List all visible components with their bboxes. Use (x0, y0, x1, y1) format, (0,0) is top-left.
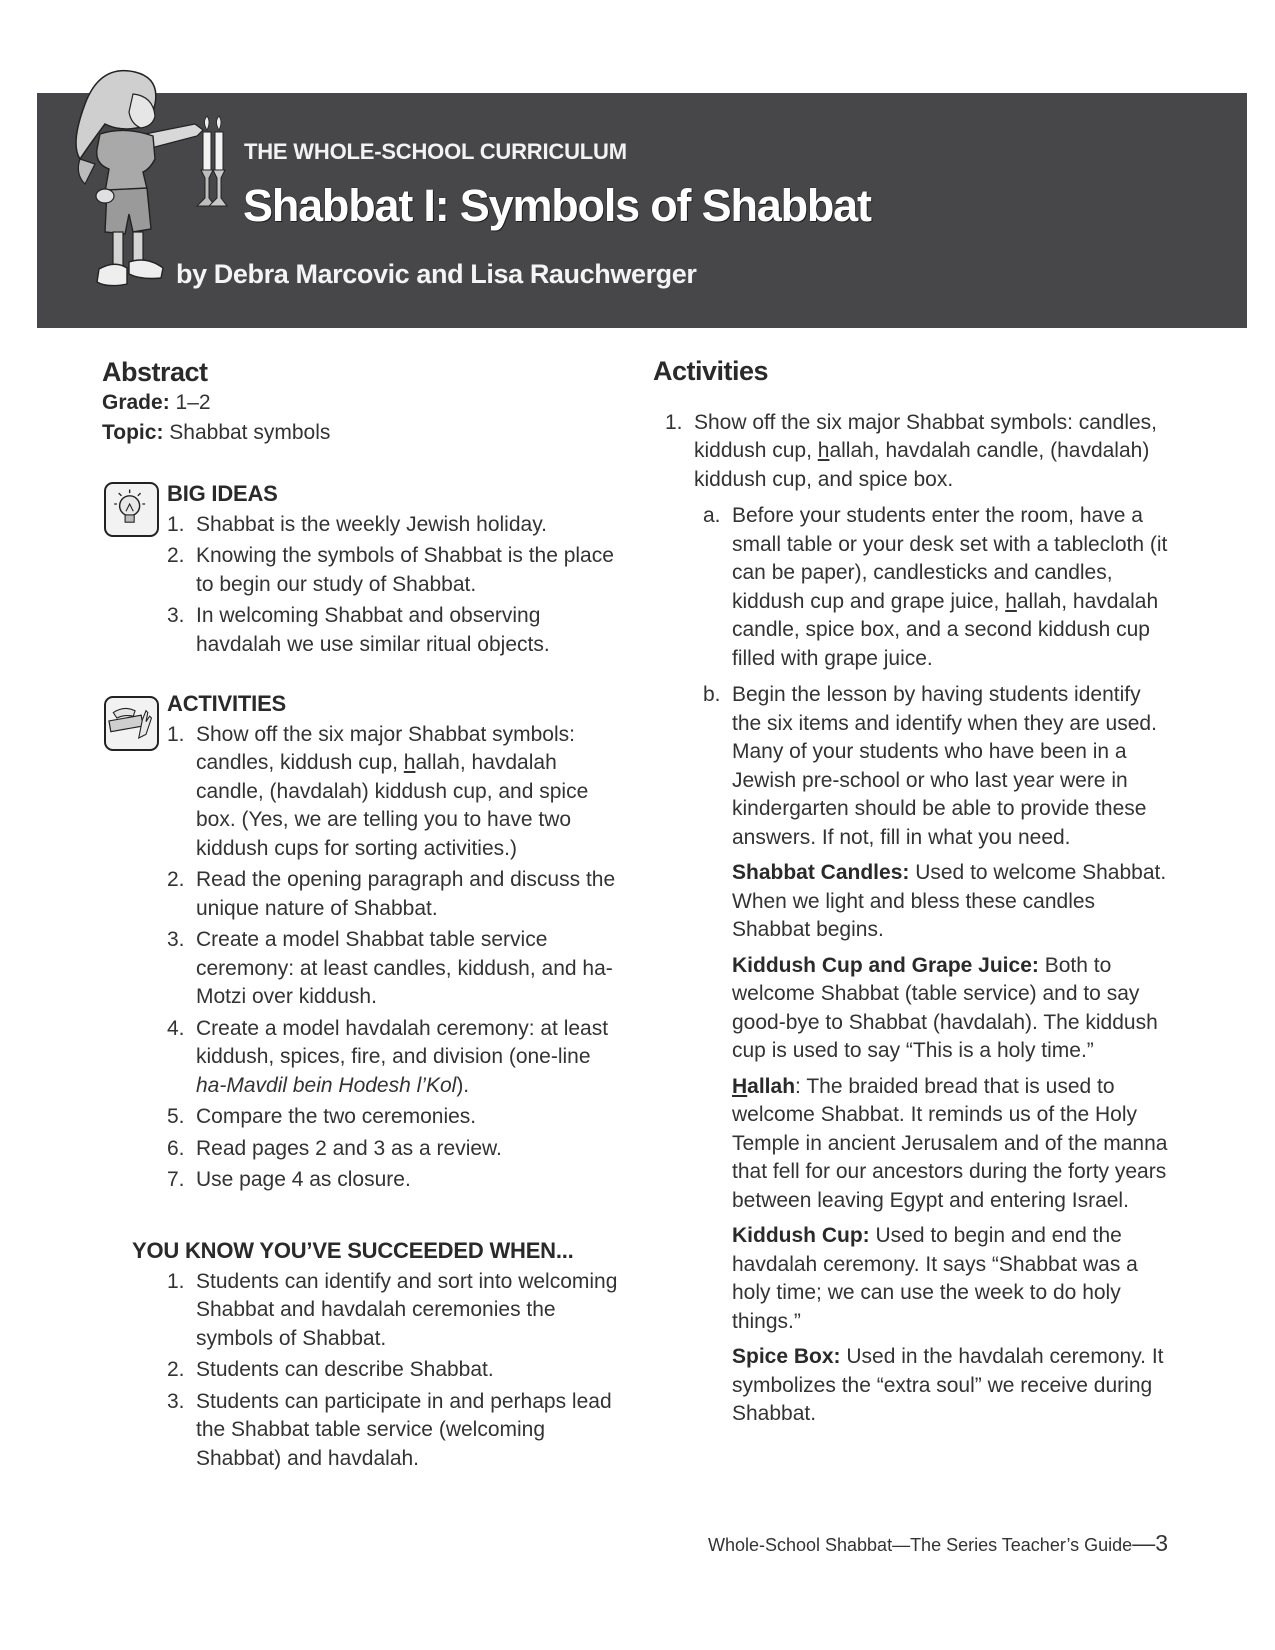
list-item: 3. In welcoming Shabbat and observing havdalah we use similar ritual objects. (167, 604, 550, 656)
topic-value: Shabbat symbols (163, 421, 331, 444)
list-item: 1. Show off the six major Shabbat symbols: candles, kiddush cup, hallah, havdalah candle, (havdalah) kiddush cup, and spice box. a. Before your students enter the room, have a small table or your desk set with a tablecloth (it can be paper), candlesticks and candles, kiddush cup and grape juice, hallah, havdalah candle, spice box, and a second kiddush cup filled with grape juice. b. Begin the lesson by having students identify the six items and identify when they are used. Many of your students who have been in a Jewish pre-school or who last year were in kindergarten should be able to provide these answers. If not, fill in what you need. Shabbat Candles: Used to welcome Shabbat. When we light and bless these candles Shabbat begins. Kiddush Cup and Grape Juice: Both to welcome Shabbat (table service) and to say good-bye to Shabbat (havdalah). The kiddush cup is used to say “This is a holy time.” Hallah: The braided bread that is used to welcome Shabbat. It reminds us of the Holy Temple in ancient Jerusalem and of the manna that fell for our ancestors during the forty years between leaving Egypt and entering Israel. Kiddush Cup: Used to begin and end the havdalah ceremony. It says “Shabbat was a holy time; we can use the week to do holy things.” Spice Box: Used in the havdalah ceremony. It symbolizes the “extra soul” we receive during Shabbat. (694, 409, 1173, 1429)
topic-label: Topic: (102, 421, 164, 444)
success-heading: YOU KNOW YOU’VE SUCCEEDED WHEN... (132, 1238, 574, 1263)
success-section (132, 1237, 622, 1473)
list-item: 5. Compare the two ceremonies. (167, 1105, 477, 1128)
definition-spice-box: Spice Box: Used in the havdalah ceremony. It symbolizes the “extra soul” we receive during Shabbat. (732, 1345, 1164, 1425)
author-byline: by Debra Marcovic and Lisa Rauchwerger (176, 259, 697, 289)
activities-summary-list (167, 721, 622, 1195)
topic-line (102, 419, 622, 448)
success-list (167, 1268, 622, 1474)
list-item: a. Before your students enter the room, have a small table or your desk set with a tablecloth (it can be paper), candlesticks and candles, kiddush cup and grape juice, hallah, havdalah candle, spice box, and a second kiddush cup filled with grape juice. (703, 504, 1168, 670)
footer-text: Whole-School Shabbat—The Series Teacher’s Guide (707, 1535, 1133, 1555)
abstract-section (102, 358, 622, 448)
list-item: 2. Read the opening paragraph and discuss the unique nature of Shabbat. (167, 868, 616, 920)
list-item: 1. Students can identify and sort into welcoming Shabbat and havdalah ceremonies the symbols of Shabbat. (167, 1269, 618, 1350)
list-item: 3. Create a model Shabbat table service ceremony: at least candles, kiddush, and ha-Motzi over kiddush. (167, 928, 613, 1008)
page-number: 3 (1155, 1530, 1168, 1556)
list-item: 2. Knowing the symbols of Shabbat is the place to begin our study of Shabbat. (167, 544, 614, 596)
big-ideas-section (167, 480, 617, 659)
big-ideas-heading: BIG IDEAS (167, 481, 278, 506)
abstract-heading: Abstract (102, 357, 208, 387)
hands-activity-icon (104, 696, 159, 751)
grade-label: Grade: (102, 390, 170, 414)
list-item: 1. Show off the six major Shabbat symbols: candles, kiddush cup, hallah, havdalah candle, (havdalah) kiddush cup, and spice box. (Yes, we are telling you to have two kiddush cups for sorting activities.) (167, 722, 589, 860)
list-item: 2. Students can describe Shabbat. (167, 1358, 494, 1381)
grade-value: 1–2 (169, 390, 211, 414)
grade-line (102, 389, 622, 418)
list-item: b. Begin the lesson by having students identify the six items and identify when they are used. Many of your students who have been in a Jewish pre-school or who last year were in kindergarten should be able to provide these answers. If not, fill in what you need. (703, 683, 1157, 849)
activities-summary-section (167, 690, 622, 1195)
lightbulb-icon (104, 482, 159, 537)
definition-hallah: Hallah: The braided bread that is used to welcome Shabbat. It reminds us of the Holy Temple in ancient Jerusalem and of the manna that fell for our ancestors during the forty years between leaving Egypt and entering Israel. (732, 1074, 1168, 1212)
definition-kiddush-cup: Kiddush Cup: Used to begin and end the havdalah ceremony. It says “Shabbat was a holy time; we can use the week to do holy things.” (732, 1224, 1138, 1333)
list-item: 3. Students can participate in and perhaps lead the Shabbat table service (welcoming Shabbat) and havdalah. (167, 1389, 612, 1470)
page-title: Shabbat I: Symbols of Shabbat (243, 180, 871, 231)
definition-shabbat-candles: Shabbat Candles: Used to welcome Shabbat. When we light and bless these candles Shabbat begins. (732, 861, 1167, 941)
series-label: THE WHOLE-SCHOOL CURRICULUM (244, 139, 627, 164)
activities-summary-heading: ACTIVITIES (167, 691, 287, 716)
activities-section (653, 357, 1173, 1436)
definition-kiddush-cup-grape-juice: Kiddush Cup and Grape Juice: Both to welcome Shabbat (table service) and to say good-bye to Shabbat (havdalah). The kiddush cup is used to say “This is a holy time.” (732, 953, 1158, 1062)
list-item: 7. Use page 4 as closure. (167, 1168, 411, 1191)
activities-list (665, 409, 1173, 1429)
symbol-definitions (732, 859, 1173, 1429)
footer-dash: — (1132, 1530, 1156, 1556)
activities-sublist (703, 502, 1173, 852)
list-item: 6. Read pages 2 and 3 as a review. (167, 1136, 502, 1160)
activities-heading: Activities (653, 356, 769, 386)
big-ideas-list (167, 511, 617, 660)
list-item: 4. Create a model havdalah ceremony: at least kiddush, spices, fire, and division (one-line ha-Mavdil bein Hodesh l’Kol). (167, 1016, 609, 1097)
page-footer (708, 1530, 1168, 1557)
list-item: 1. Shabbat is the weekly Jewish holiday. (167, 512, 547, 536)
